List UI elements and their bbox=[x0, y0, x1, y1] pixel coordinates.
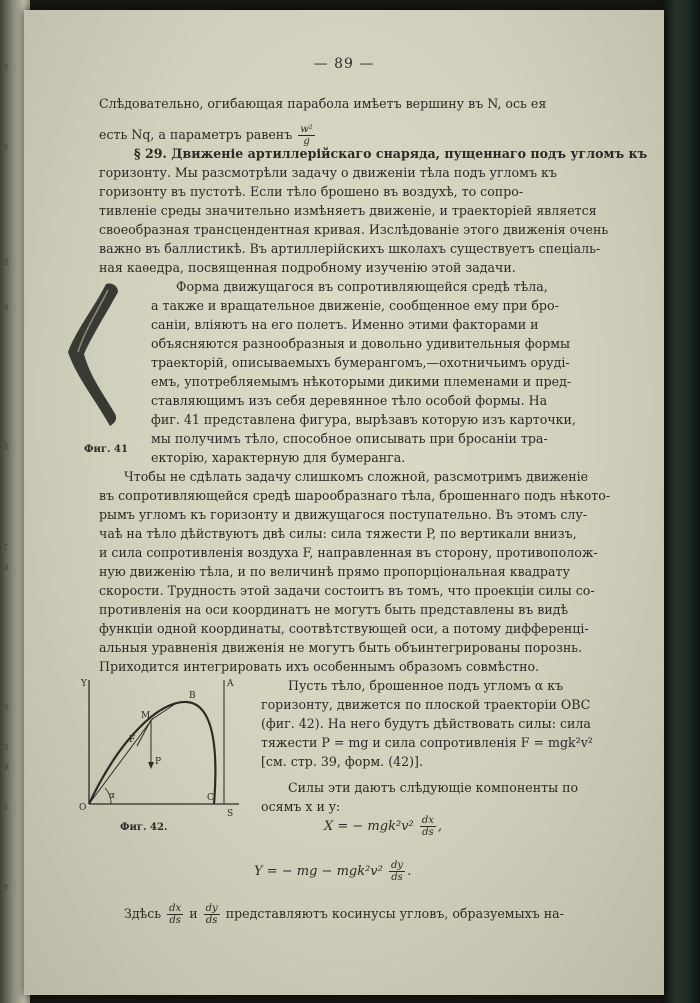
text-line: есть Nq, а параметръ равенъ bbox=[99, 127, 293, 142]
text-line: емъ, употребляемымъ нѣкоторыми дикими племенами и пред- bbox=[151, 374, 572, 389]
text-line: Форма движущагося въ сопротивляющейся средѣ тѣла, bbox=[176, 279, 548, 294]
fig42-label-c: C bbox=[207, 793, 214, 803]
text-line: Слѣдовательно, огибающая парабола имѣетъ вершину въ N, ось ея bbox=[99, 96, 547, 111]
section-heading: § 29. Движеніе артиллерійскаго снаряда, пущеннаго подъ угломъ къ bbox=[134, 146, 648, 161]
edge-fragment: a bbox=[4, 300, 9, 313]
text-line: осямъ x и y: bbox=[261, 799, 341, 814]
text-line: а также и вращательное движеніе, сообщенное ему при бро- bbox=[151, 298, 559, 313]
text-line: альныя уравненія движенія не могутъ быть объинтегрированы порознь. bbox=[99, 640, 583, 655]
text-line: Пусть тѣло, брошенное подъ угломъ α къ bbox=[288, 678, 564, 693]
text-line: траекторій, описываемыхъ бумерангомъ,—охотничьимъ оруді- bbox=[151, 355, 570, 370]
book-spine bbox=[662, 0, 700, 1003]
text-line: скорости. Трудность этой задачи состоитъ въ томъ, что проекціи силы со- bbox=[99, 583, 595, 598]
text-line: противленія на оси координатъ не могутъ быть представлены въ видѣ bbox=[99, 602, 569, 617]
edge-fragment: s bbox=[4, 140, 8, 153]
fig42-label-s: S bbox=[227, 809, 234, 819]
text-line: горизонту. Мы разсмотрѣли задачу о движеніи тѣла подъ угломъ къ bbox=[99, 165, 557, 180]
fig42-label-p: P bbox=[155, 757, 162, 767]
text-line: ная каѳедра, посвященная подробному изученію этой задачи. bbox=[99, 260, 516, 275]
text-line: Силы эти даютъ слѣдующіе компоненты по bbox=[288, 780, 579, 795]
text-line: ставляющимъ изъ себя деревянное тѣло особой формы. На bbox=[151, 393, 548, 408]
text-line bbox=[99, 124, 317, 147]
fig42-label-m: M bbox=[141, 711, 151, 721]
text-line: функціи одной координаты, соотвѣтствующей оси, а потому дифференці- bbox=[99, 621, 589, 636]
edge-fragment: r bbox=[4, 540, 8, 553]
boomerang-figure bbox=[64, 280, 120, 430]
text-line: ную движенію тѣла, и по величинѣ прямо пропорціональная квадрату bbox=[99, 564, 570, 579]
edge-fragment: з bbox=[4, 740, 9, 753]
text-line: тяжести P = mg и сила сопротивленія F = mgk²v² bbox=[261, 735, 593, 750]
text-line: важно въ баллистикѣ. Въ артиллерійскихъ школахъ существуетъ спеціаль- bbox=[99, 241, 601, 256]
edge-fragment: e bbox=[4, 60, 9, 73]
text-line: Приходится интегрировать ихъ особеннымъ образомъ совмѣстно. bbox=[99, 659, 540, 674]
fig42-label-b: B bbox=[189, 691, 196, 701]
text-line: своеобразная трансцендентная кривая. Изслѣдованіе этого движенія очень bbox=[99, 222, 609, 237]
edge-fragment: a bbox=[4, 560, 9, 573]
edge-fragment: h bbox=[4, 440, 9, 453]
edge-fragment: е bbox=[4, 880, 9, 893]
text-line: горизонту въ пустотѣ. Если тѣло брошено въ воздухѣ, то сопро- bbox=[99, 184, 524, 199]
text-line: Здѣсь $\frac{dx}{ds}$ и $\frac{dy}{ds}$ представляютъ косинусы угловъ, образуемыхъ на- bbox=[124, 903, 564, 926]
text-line: и сила сопротивленія воздуха F, направленная въ сторону, противополож- bbox=[99, 545, 598, 560]
text-line: Чтобы не сдѣлать задачу слишкомъ сложной, разсмотримъ движеніе bbox=[124, 469, 589, 484]
edge-fragment: и bbox=[4, 760, 10, 773]
text-line: саніи, вліяютъ на его полетъ. Именно этими факторами и bbox=[151, 317, 539, 332]
figure-41-caption: Фиг. 41 bbox=[84, 444, 128, 455]
book-page bbox=[24, 10, 664, 995]
edge-fragment: х bbox=[4, 800, 9, 813]
cosine-dx-fraction: $\frac{dx}{ds}$ bbox=[169, 903, 182, 926]
text-line: екторію, характерную для бумеранга. bbox=[151, 450, 406, 465]
edge-fragment: n bbox=[4, 255, 9, 268]
cosine-dy-fraction: $\frac{dy}{ds}$ bbox=[205, 903, 218, 926]
page-number: — 89 — bbox=[313, 56, 375, 72]
figure-42-caption: Фиг. 42. bbox=[120, 822, 168, 833]
fig42-label-f: F bbox=[129, 735, 136, 745]
text-line: въ сопротивляющейся средѣ шарообразнаго тѣла, брошеннаго подъ нѣкото- bbox=[99, 488, 611, 503]
fig42-label-alpha: α bbox=[109, 791, 116, 801]
fig42-label-y: Y bbox=[81, 679, 87, 689]
edge-fragment: o bbox=[4, 700, 9, 713]
parameter-fraction: $\frac{\text{w²}}{g}$ bbox=[300, 124, 313, 147]
text-line: объясняются разнообразныя и довольно удивительныя формы bbox=[151, 336, 571, 351]
text-line: горизонту, движется по плоской траекторіи OBC bbox=[261, 697, 591, 712]
formula-y: Y = − mg − mgk²v² $\frac{dy}{ds}$ . bbox=[254, 860, 412, 883]
text-line: рымъ угломъ къ горизонту и движущагося поступательно. Въ этомъ слу- bbox=[99, 507, 588, 522]
text-line: мы получимъ тѣло, способное описывать при бросаніи тра- bbox=[151, 431, 548, 446]
text-line: (фиг. 42). На него будутъ дѣйствовать силы: сила bbox=[261, 716, 591, 731]
text-line: фиг. 41 представлена фигура, вырѣзавъ которую изъ карточки, bbox=[151, 412, 576, 427]
formula-x: X = − mgk²v² $\frac{dx}{ds}$ , bbox=[324, 815, 443, 838]
fig42-label-a: A bbox=[227, 679, 234, 689]
text-line: [см. стр. 39, форм. (42)]. bbox=[261, 754, 423, 769]
fig42-label-o: O bbox=[79, 803, 87, 813]
trajectory-figure bbox=[79, 670, 249, 820]
text-line: чаѣ на тѣло дѣйствуютъ двѣ силы: сила тяжести P, по вертикали внизъ, bbox=[99, 526, 577, 541]
text-line: тивленіе среды значительно измѣняетъ движеніе, и траекторіей является bbox=[99, 203, 597, 218]
